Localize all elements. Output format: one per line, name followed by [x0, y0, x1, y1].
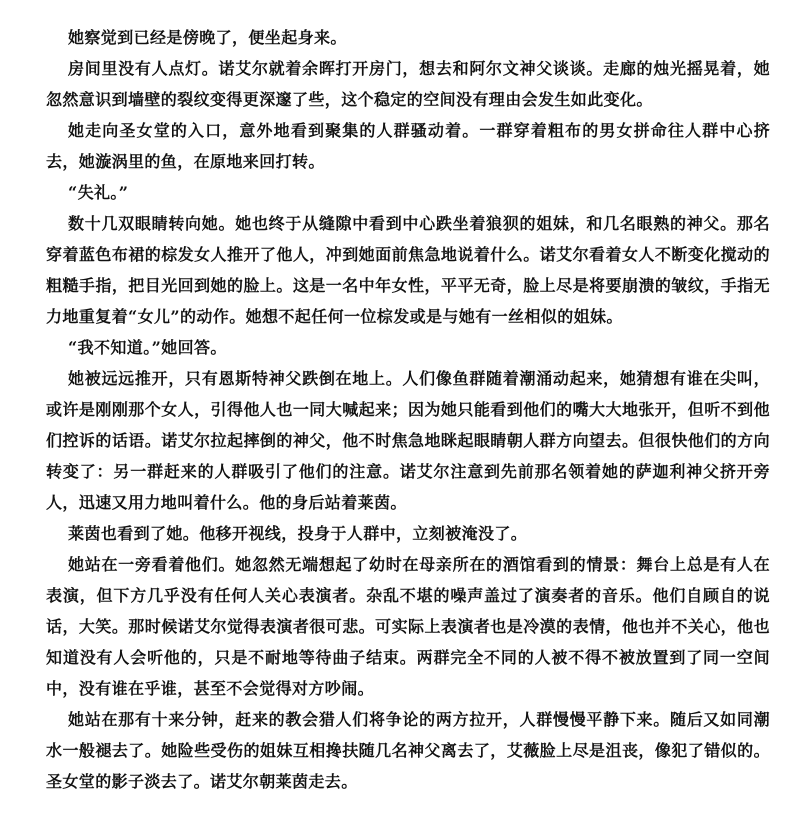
paragraph: 她站在一旁看着他们。她忽然无端想起了幼时在母亲所在的酒馆看到的情景：舞台上总是有人在表演，但下方几乎没有任何人关心表演者。杂乱不堪的噪声盖过了演奏者的音乐。他们自顾自的说话，大笑。那时候诺艾尔觉得表演者很可悲。可实际上表演者也是冷漠的表情，他也并不关心，他也知道没有人会听他的，只是不耐地等待曲子结束。两群完全不同的人被不得不被放置到了同一空间中，没有谁在乎谁，甚至不会觉得对方吵闹。: [46, 555, 770, 698]
paragraph: 数十几双眼睛转向她。她也终于从缝隙中看到中心跌坐着狼狈的姐妹，和几名眼熟的神父。那名穿着蓝色布裙的棕发女人推开了他人，冲到她面前焦急地说着什么。诺艾尔看着女人不断变化搅动的粗糙手指，把目光回到她的脸上。这是一名中年女性，平平无奇，脸上尽是将要崩溃的皱纹，手指无力地重复着“女儿”的动作。她想不起任何一位棕发或是与她有一丝相似的姐妹。: [46, 214, 770, 326]
paragraph: 她站在那有十来分钟，赶来的教会猎人们将争论的两方拉开，人群慢慢平静下来。随后又如同潮水一般褪去了。她险些受伤的姐妹互相搀扶随几名神父离去了，艾薇脸上尽是沮丧，像犯了错似的。圣女堂的影子淡去了。诺艾尔朝莱茵走去。: [46, 710, 770, 791]
paragraph: 她察觉到已经是傍晚了，便坐起身来。: [68, 28, 347, 47]
paragraph: “失礼。”: [68, 183, 129, 202]
paragraph: “我不知道。”她回答。: [68, 338, 227, 357]
paragraph: 她被远远推开，只有恩斯特神父跌倒在地上。人们像鱼群随着潮涌动起来，她猜想有谁在尖叫，或许是刚刚那个女人，引得他人也一同大喊起来；因为她只能看到他们的嘴大大地张开，但听不到他们控诉的话语。诺艾尔拉起摔倒的神父，他不时焦急地眯起眼睛朝人群方向望去。但很快他们的方向转变了：另一群赶来的人群吸引了他们的注意。诺艾尔注意到先前那名领着她的萨迦利神父挤开旁人，迅速又用力地叫着什么。他的身后站着莱茵。: [46, 369, 770, 512]
paragraph: 房间里没有人点灯。诺艾尔就着余晖打开房门，想去和阿尔文神父谈谈。走廊的烛光摇晃着，她忽然意识到墙壁的裂纹变得更深邃了些，这个稳定的空间没有理由会发生如此变化。: [46, 59, 770, 109]
paragraph: 她走向圣女堂的入口，意外地看到聚集的人群骚动着。一群穿着粗布的男女拼命往人群中心挤去，她漩涡里的鱼，在原地来回打转。: [46, 121, 770, 171]
paragraph: 莱茵也看到了她。他移开视线，投身于人群中，立刻被淹没了。: [68, 524, 528, 543]
